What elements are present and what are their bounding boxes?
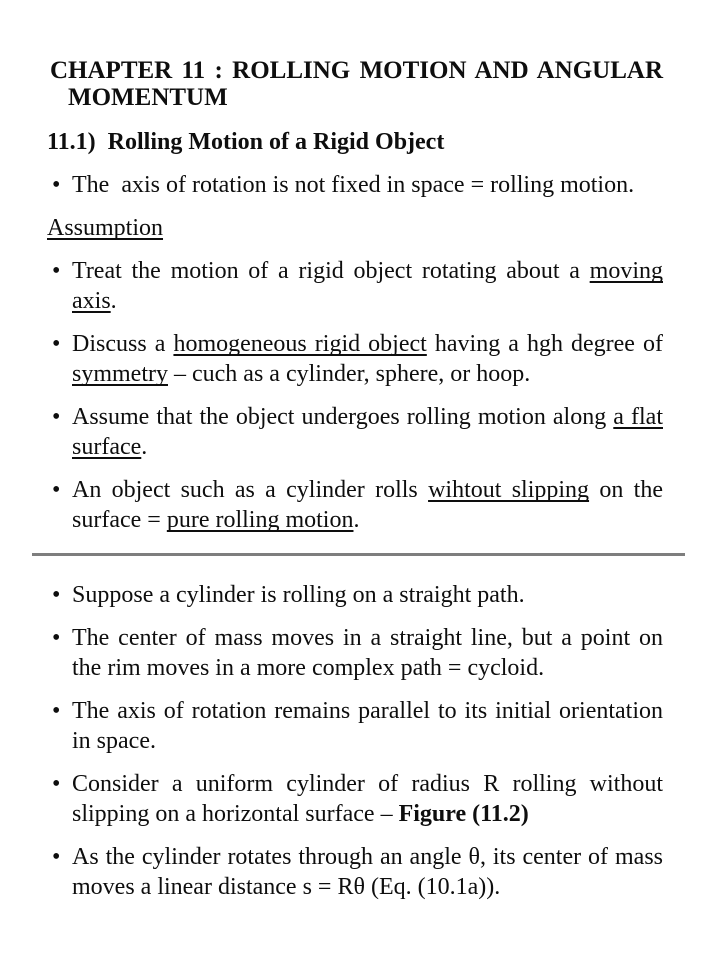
bullet-icon: • xyxy=(52,771,61,797)
underlined-text: moving xyxy=(589,258,663,284)
bullet-axis-parallel xyxy=(47,696,663,756)
slide-content xyxy=(47,57,663,902)
text-line xyxy=(47,127,663,157)
text-line xyxy=(72,402,663,432)
bullet-moving-axis xyxy=(47,256,663,316)
text-segment: . xyxy=(353,507,360,533)
bullet-straight-path xyxy=(47,580,663,610)
text-line xyxy=(72,475,663,505)
text-segment: Treat the motion of a rigid object rotating about a xyxy=(72,258,590,284)
bullet-pure-rolling xyxy=(47,475,663,535)
text-segment: moves a linear distance s = Rθ (Eq. (10.1a)). xyxy=(72,874,501,900)
text-line xyxy=(50,57,663,84)
text-line xyxy=(72,329,663,359)
text-segment: An object such as a cylinder rolls xyxy=(72,477,429,503)
chapter-title xyxy=(50,57,663,111)
text-segment: The axis of rotation is not fixed in space = rolling motion. xyxy=(72,172,635,198)
text-line xyxy=(72,256,663,286)
underlined-text: symmetry xyxy=(72,361,168,387)
bullet-icon: • xyxy=(52,477,61,503)
bullet-icon: • xyxy=(52,331,61,357)
bullet-icon: • xyxy=(52,172,61,198)
text-segment: Assume that the object undergoes rolling motion along xyxy=(72,404,614,430)
underlined-text: axis xyxy=(72,288,111,314)
underlined-text: a flat xyxy=(613,404,663,430)
text-segment: surface = xyxy=(72,507,167,533)
underlined-text: pure rolling motion xyxy=(166,507,354,533)
bullet-flat-surface xyxy=(47,402,663,462)
text-line xyxy=(72,170,663,200)
text-line xyxy=(72,726,663,756)
text-segment: Consider a uniform cylinder of radius R rolling without xyxy=(72,771,663,797)
text-line xyxy=(72,799,663,829)
bullet-icon: • xyxy=(52,582,61,608)
text-line xyxy=(72,432,663,462)
section-heading xyxy=(47,127,663,157)
underlined-text: Assumption xyxy=(47,215,164,241)
text-line xyxy=(72,653,663,683)
text-segment: having a hgh degree of xyxy=(426,331,664,357)
bullet-icon: • xyxy=(52,404,61,430)
text-segment: Discuss a xyxy=(72,331,174,357)
bold-text: Figure (11.2) xyxy=(398,801,529,827)
bullet-linear-distance xyxy=(47,842,663,902)
bullet-icon: • xyxy=(52,625,61,651)
bullet-figure-11-2 xyxy=(47,769,663,829)
text-line xyxy=(72,842,663,872)
bullet-icon: • xyxy=(52,698,61,724)
bullet-cycloid xyxy=(47,623,663,683)
text-segment: Suppose a cylinder is rolling on a straight path. xyxy=(72,582,525,608)
text-segment: on the xyxy=(589,477,663,503)
underlined-text: homogeneous rigid object xyxy=(173,331,427,357)
bullet-rolling-motion-definition xyxy=(47,170,663,200)
text-line xyxy=(72,505,663,535)
underlined-text: surface xyxy=(72,434,142,460)
underlined-text: wihtout slipping xyxy=(428,477,590,503)
text-segment: – cuch as a cylinder, sphere, or hoop. xyxy=(168,361,531,387)
bullet-icon: • xyxy=(52,258,61,284)
text-line xyxy=(72,286,663,316)
text-segment: slipping on a horizontal surface – xyxy=(72,801,399,827)
text-line xyxy=(72,769,663,799)
text-segment: . xyxy=(110,288,117,314)
text-line xyxy=(72,872,663,902)
text-segment: CHAPTER 11 : ROLLING MOTION AND ANGULAR xyxy=(50,57,663,84)
text-line xyxy=(72,696,663,726)
bullet-homogeneous-object xyxy=(47,329,663,389)
text-line xyxy=(47,213,663,243)
text-segment: . xyxy=(141,434,148,460)
text-line xyxy=(50,84,663,111)
text-segment: The center of mass moves in a straight line, but a point on xyxy=(72,625,663,651)
text-line xyxy=(72,623,663,653)
text-segment: As the cylinder rotates through an angle θ, its center of mass xyxy=(72,844,663,870)
text-segment: MOMENTUM xyxy=(68,84,228,111)
text-segment: in space. xyxy=(72,728,156,754)
text-segment: 11.1) Rolling Motion of a Rigid Object xyxy=(47,129,445,155)
bullet-icon: • xyxy=(52,844,61,870)
text-segment: The axis of rotation remains parallel to its initial orientation xyxy=(72,698,663,724)
assumption-heading xyxy=(47,213,663,243)
text-line xyxy=(72,359,663,389)
text-segment: the rim moves in a more complex path = cycloid. xyxy=(72,655,545,681)
text-line xyxy=(72,580,663,610)
section-divider xyxy=(32,553,685,556)
